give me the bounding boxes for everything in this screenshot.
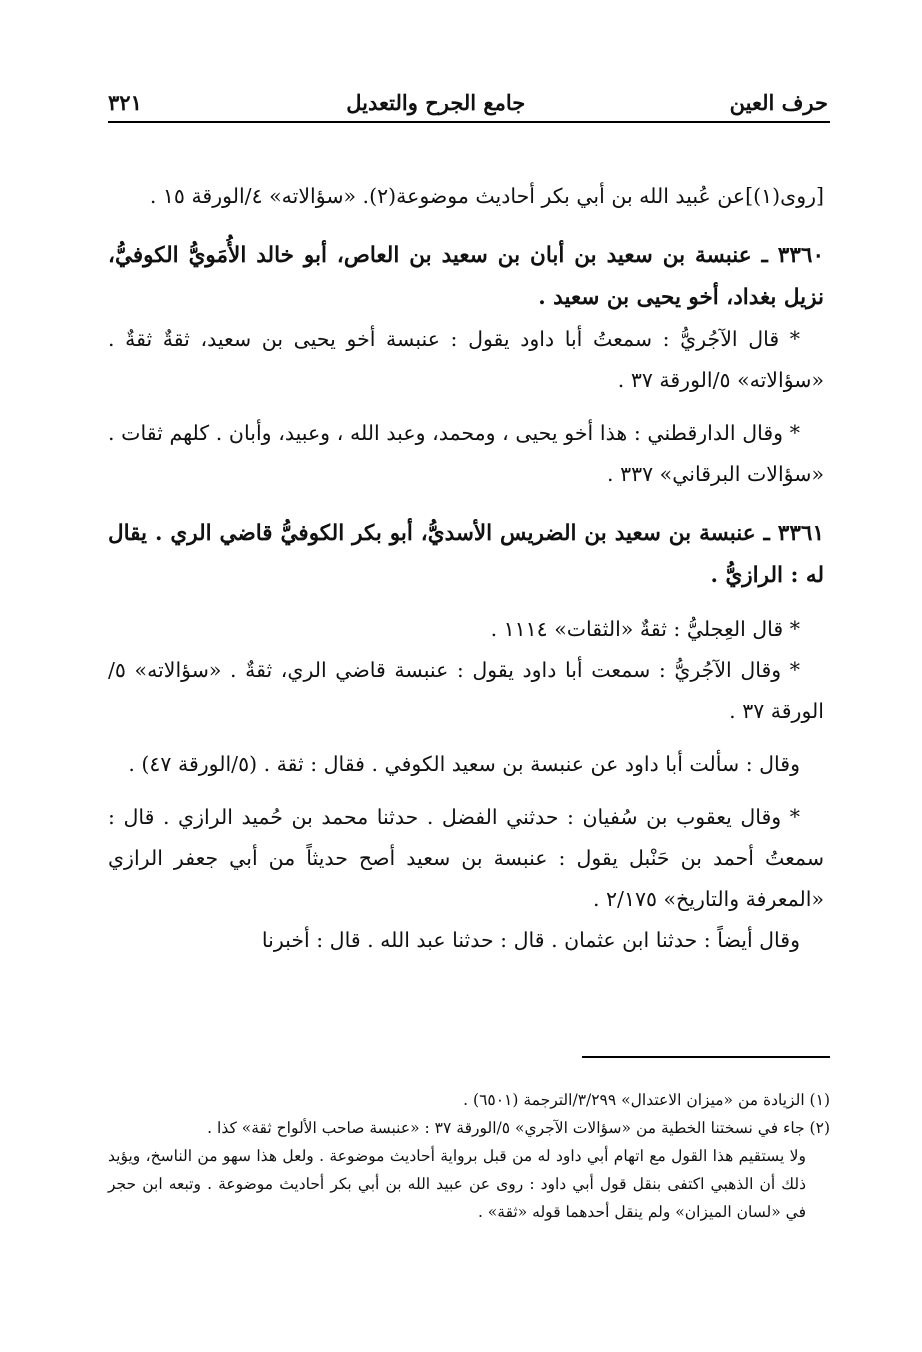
running-header xyxy=(108,84,828,120)
footnotes xyxy=(108,1086,830,1226)
main-text xyxy=(108,176,824,961)
entry-3361-continuation: وقال أيضاً : حدثنا ابن عثمان . قال : حدثنا عبد الله . قال : أخبرنا xyxy=(261,928,800,952)
entry-3361-yaqub: * وقال يعقوب بن سُفيان : حدثني الفضل . حدثنا محمد بن حُميد الرازي . قال : سمعتُ أحمد بن حَنْبل يقول : عنبسة بن سعيد أصح حديثاً من أبي جعفر الرازي «المعرفة والتاريخ» ٢/١٧٥ . xyxy=(108,805,824,911)
entry-3361-ajurri: * وقال الآجُريُّ : سمعت أبا داود يقول : عنبسة قاضي الري، ثقةٌ . «سؤالاته» ٥/الورقة ٣٧ . xyxy=(108,658,824,723)
book-title: جامع الجرح والتعديل xyxy=(346,89,526,115)
entry-3360-heading: ٣٣٦٠ ـ عنبسة بن سعيد بن أبان بن سعيد بن العاص، أبو خالد الأُمَويُّ الكوفيُّ، نزيل بغداد، أخو يحيى بن سعيد . xyxy=(108,243,824,310)
footnote-rule xyxy=(582,1056,830,1058)
entry-3360-ajurri: * قال الآجُريُّ : سمعتُ أبا داود يقول : عنبسة أخو يحيى بن سعيد، ثقةٌ ثقةٌ . «سؤالاته» ٥/الورقة ٣٧ . xyxy=(108,327,824,392)
entry-3361-heading: ٣٣٦١ ـ عنبسة بن سعيد بن الضريس الأسديُّ، أبو بكر الكوفيُّ قاضي الري . يقال له : الرازيُّ . xyxy=(108,521,824,588)
footnote-2-continuation: ولا يستقيم هذا القول مع اتهام أبي داود له من قبل برواية أحاديث موضوعة . ولعل هذا سهو من الناسخ، ويؤيد ذلك أن الذهبي اكتفى بنقل قول أبي داود : روى عن عبيد الله بن أبي بكر أحاديث موضوعة . وتبعه ابن حجر في «لسان الميزان» ولم ينقل أحدهما قوله «ثقة» . xyxy=(108,1147,806,1221)
entry-3360-daraqutni: * وقال الدارقطني : هذا أخو يحيى ، ومحمد، وعبد الله ، وعبيد، وأبان . كلهم ثقات . «سؤالات البرقاني» ٣٣٧ . xyxy=(108,421,824,486)
header-rule xyxy=(108,121,830,123)
footnote-1: (١) الزيادة من «ميزان الاعتدال» ٣/٢٩٩/الترجمة (٦٥٠١) . xyxy=(463,1091,830,1109)
carryover-paragraph: [روى(١)]عن عُبيد الله بن أبي بكر أحاديث موضوعة(٢). «سؤالاته» ٤/الورقة ١٥ . xyxy=(149,184,824,208)
footnote-2: (٢) جاء في نسختنا الخطية من «سؤالات الآجري» ٥/الورقة ٣٧ : «عنبسة صاحب الألواح ثقة» كذا . xyxy=(207,1119,830,1137)
entry-3361-abu-dawud: وقال : سألت أبا داود عن عنبسة بن سعيد الكوفي . فقال : ثقة . (٥/الورقة ٤٧) . xyxy=(128,752,800,776)
page-number: ٣٢١ xyxy=(108,89,142,115)
chapter-title: حرف العين xyxy=(729,89,828,115)
entry-3361-ijli: * قال العِجليُّ : ثقةٌ «الثقات» ١١١٤ . xyxy=(490,617,800,641)
